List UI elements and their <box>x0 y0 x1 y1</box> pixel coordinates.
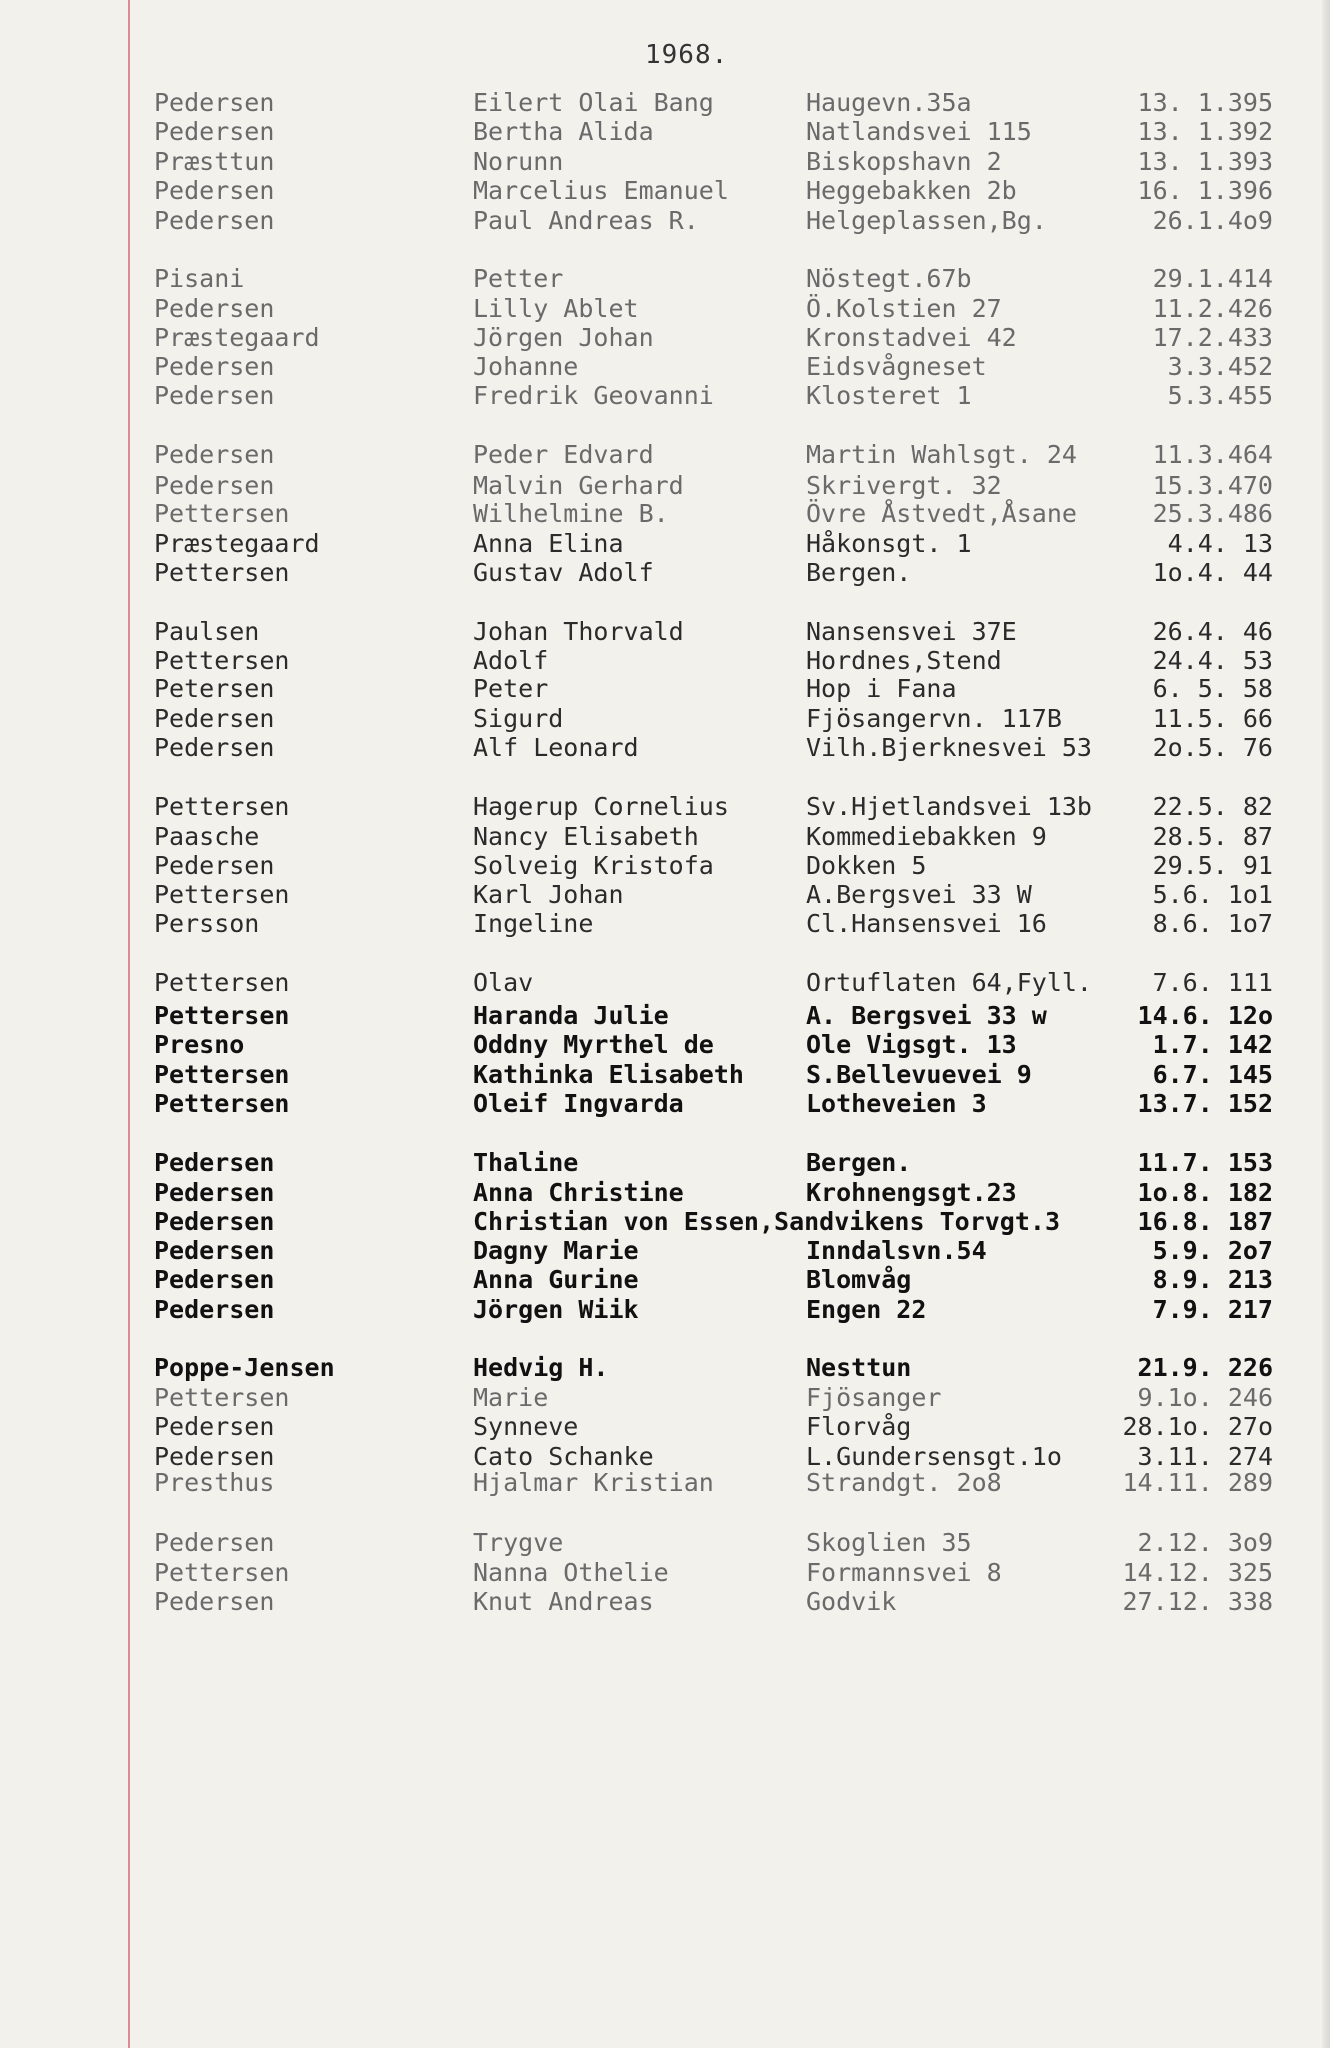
entry-surname: Pedersen <box>154 1412 275 1441</box>
entry-address: Martin Wahlsgt. 24 <box>806 440 1077 469</box>
entry-given-names: Christian von Essen,Sandvikens Torvgt.3 <box>473 1207 1060 1236</box>
entry-surname: Pedersen <box>154 471 275 500</box>
entry-surname: Pettersen <box>154 1001 290 1030</box>
entry-given-names: Jörgen Wiik <box>473 1295 639 1324</box>
entry-date-number: 6.7. 145 <box>1152 1060 1273 1089</box>
entry-address: Heggebakken 2b <box>806 176 1017 205</box>
entry-address: Inndalsvn.54 <box>806 1236 987 1265</box>
entry-address: S.Bellevuevei 9 <box>806 1060 1032 1089</box>
register-row <box>0 1353 1330 1383</box>
entry-surname: Pettersen <box>154 558 290 587</box>
entry-given-names: Thaline <box>473 1148 579 1177</box>
entry-date-number: 29.1.414 <box>1152 264 1273 293</box>
entry-address: Fjösangervn. 117B <box>806 704 1062 733</box>
register-row <box>0 1001 1330 1031</box>
register-row <box>0 1178 1330 1208</box>
entry-surname: Petersen <box>154 674 275 703</box>
entry-date-number: 16.8. 187 <box>1137 1207 1273 1236</box>
register-row <box>0 323 1330 353</box>
entry-date-number: 28.1o. 27o <box>1122 1412 1273 1441</box>
entry-given-names: Knut Andreas <box>473 1587 654 1616</box>
entry-address: Övre Åstvedt,Åsane <box>806 499 1077 528</box>
entry-surname: Pettersen <box>154 880 290 909</box>
entry-surname: Pedersen <box>154 88 275 117</box>
entry-surname: Præstegaard <box>154 529 320 558</box>
entry-surname: Pedersen <box>154 1148 275 1177</box>
entry-address: Dokken 5 <box>806 851 927 880</box>
entry-surname: Pettersen <box>154 968 290 997</box>
register-row <box>0 352 1330 382</box>
entry-given-names: Sigurd <box>473 704 564 733</box>
register-row <box>0 733 1330 763</box>
register-row <box>0 1587 1330 1617</box>
register-row <box>0 88 1330 118</box>
entry-given-names: Oddny Myrthel de <box>473 1030 714 1059</box>
register-row <box>0 499 1330 529</box>
entry-surname: Præsttun <box>154 147 275 176</box>
entry-address: Nesttun <box>806 1353 912 1382</box>
entry-given-names: Solveig Kristofa <box>473 851 714 880</box>
entry-date-number: 13. 1.393 <box>1137 147 1273 176</box>
entry-date-number: 13.7. 152 <box>1137 1089 1273 1118</box>
entry-given-names: Marie <box>473 1383 549 1412</box>
entry-given-names: Karl Johan <box>473 880 624 909</box>
entry-date-number: 2.12. 3o9 <box>1137 1528 1273 1557</box>
register-row <box>0 1089 1330 1119</box>
entry-given-names: Cato Schanke <box>473 1442 654 1471</box>
entry-address: Kronstadvei 42 <box>806 323 1017 352</box>
entry-surname: Pedersen <box>154 1528 275 1557</box>
entry-address: Hordnes,Stend <box>806 646 1002 675</box>
entry-address: Ortuflaten 64,Fyll. <box>806 968 1092 997</box>
entry-address: Ole Vigsgt. 13 <box>806 1030 1017 1059</box>
entry-date-number: 5.6. 1o1 <box>1152 880 1273 909</box>
entry-date-number: 2o.5. 76 <box>1152 733 1273 762</box>
entry-given-names: Trygve <box>473 1528 564 1557</box>
entry-date-number: 8.9. 213 <box>1152 1265 1273 1294</box>
register-row <box>0 968 1330 998</box>
entry-address: Strandgt. 2o8 <box>806 1468 1002 1497</box>
entry-address: Kommediebakken 9 <box>806 822 1047 851</box>
entry-surname: Pedersen <box>154 1265 275 1294</box>
entry-address: Biskopshavn 2 <box>806 147 1002 176</box>
entry-surname: Paulsen <box>154 617 260 646</box>
entry-address: Eidsvågneset <box>806 352 987 381</box>
entry-date-number: 16. 1.396 <box>1137 176 1273 205</box>
entry-given-names: Lilly Ablet <box>473 294 639 323</box>
entry-surname: Pettersen <box>154 1558 290 1587</box>
entry-address: Formannsvei 8 <box>806 1558 1002 1587</box>
entry-given-names: Hagerup Cornelius <box>473 792 729 821</box>
register-row <box>0 1558 1330 1588</box>
entry-date-number: 6. 5. 58 <box>1152 674 1273 703</box>
register-row <box>0 646 1330 676</box>
register-row <box>0 1295 1330 1325</box>
entry-date-number: 24.4. 53 <box>1152 646 1273 675</box>
entry-address: Fjösanger <box>806 1383 942 1412</box>
entry-date-number: 14.12. 325 <box>1122 1558 1273 1587</box>
entry-date-number: 3.3.452 <box>1167 352 1273 381</box>
entry-date-number: 13. 1.392 <box>1137 117 1273 146</box>
register-row <box>0 617 1330 647</box>
entry-address: Helgeplassen,Bg. <box>806 206 1047 235</box>
entry-address: Skrivergt. 32 <box>806 471 1002 500</box>
entry-address: Krohnengsgt.23 <box>806 1178 1017 1207</box>
entry-given-names: Synneve <box>473 1412 579 1441</box>
entry-date-number: 9.1o. 246 <box>1137 1383 1273 1412</box>
register-row <box>0 704 1330 734</box>
entry-surname: Poppe-Jensen <box>154 1353 335 1382</box>
entry-surname: Pedersen <box>154 381 275 410</box>
entry-address: Hop i Fana <box>806 674 957 703</box>
entry-surname: Pedersen <box>154 704 275 733</box>
entry-given-names: Adolf <box>473 646 549 675</box>
entry-given-names: Johanne <box>473 352 579 381</box>
entry-address: Sv.Hjetlandsvei 13b <box>806 792 1092 821</box>
entry-address: Håkonsgt. 1 <box>806 529 972 558</box>
entry-given-names: Gustav Adolf <box>473 558 654 587</box>
register-row <box>0 909 1330 939</box>
entry-address: Blomvåg <box>806 1265 912 1294</box>
entry-date-number: 21.9. 226 <box>1137 1353 1273 1382</box>
entry-surname: Pedersen <box>154 1236 275 1265</box>
register-row <box>0 880 1330 910</box>
entry-date-number: 1o.8. 182 <box>1137 1178 1273 1207</box>
entry-date-number: 1o.4. 44 <box>1152 558 1273 587</box>
entry-surname: Persson <box>154 909 260 938</box>
register-row <box>0 851 1330 881</box>
register-row <box>0 529 1330 559</box>
register-row <box>0 471 1330 501</box>
entry-surname: Pedersen <box>154 294 275 323</box>
entry-address: Godvik <box>806 1587 897 1616</box>
entry-given-names: Bertha Alida <box>473 117 654 146</box>
entry-surname: Pedersen <box>154 851 275 880</box>
entry-date-number: 27.12. 338 <box>1122 1587 1273 1616</box>
entry-address: Florvåg <box>806 1412 912 1441</box>
register-row <box>0 117 1330 147</box>
entry-surname: Pettersen <box>154 1383 290 1412</box>
entry-surname: Pettersen <box>154 499 290 528</box>
entry-address: Ö.Kolstien 27 <box>806 294 1002 323</box>
entry-given-names: Norunn <box>473 147 564 176</box>
entry-date-number: 1.7. 142 <box>1152 1030 1273 1059</box>
register-row <box>0 294 1330 324</box>
entry-surname: Pisani <box>154 264 245 293</box>
entry-given-names: Alf Leonard <box>473 733 639 762</box>
entry-date-number: 11.3.464 <box>1152 440 1273 469</box>
entry-surname: Pedersen <box>154 1207 275 1236</box>
entry-given-names: Anna Elina <box>473 529 624 558</box>
entry-surname: Pedersen <box>154 440 275 469</box>
entry-given-names: Eilert Olai Bang <box>473 88 714 117</box>
entry-surname: Pettersen <box>154 1089 290 1118</box>
entry-date-number: 15.3.470 <box>1152 471 1273 500</box>
entry-date-number: 26.4. 46 <box>1152 617 1273 646</box>
entry-date-number: 8.6. 1o7 <box>1152 909 1273 938</box>
entry-given-names: Hedvig H. <box>473 1353 609 1382</box>
entry-given-names: Haranda Julie <box>473 1001 669 1030</box>
register-row <box>0 440 1330 470</box>
entry-date-number: 11.5. 66 <box>1152 704 1273 733</box>
entry-surname: Pettersen <box>154 646 290 675</box>
entry-date-number: 11.7. 153 <box>1137 1148 1273 1177</box>
entry-address: A.Bergsvei 33 W <box>806 880 1032 909</box>
entry-given-names: Anna Christine <box>473 1178 684 1207</box>
entry-surname: Pettersen <box>154 792 290 821</box>
entry-given-names: Jörgen Johan <box>473 323 654 352</box>
register-row <box>0 206 1330 236</box>
entry-address: Lotheveien 3 <box>806 1089 987 1118</box>
entry-date-number: 7.9. 217 <box>1152 1295 1273 1324</box>
entry-date-number: 5.3.455 <box>1167 381 1273 410</box>
entry-address: Cl.Hansensvei 16 <box>806 909 1047 938</box>
entry-address: Nansensvei 37E <box>806 617 1017 646</box>
entry-date-number: 17.2.433 <box>1152 323 1273 352</box>
entry-given-names: Peter <box>473 674 549 703</box>
entry-given-names: Malvin Gerhard <box>473 471 684 500</box>
entry-given-names: Anna Gurine <box>473 1265 639 1294</box>
entry-given-names: Marcelius Emanuel <box>473 176 729 205</box>
entry-given-names: Olav <box>473 968 534 997</box>
register-row <box>0 558 1330 588</box>
entry-date-number: 11.2.426 <box>1152 294 1273 323</box>
register-row <box>0 822 1330 852</box>
register-row <box>0 147 1330 177</box>
entry-surname: Pettersen <box>154 1060 290 1089</box>
register-row <box>0 381 1330 411</box>
entry-surname: Pedersen <box>154 206 275 235</box>
entry-date-number: 14.11. 289 <box>1122 1468 1273 1497</box>
entry-date-number: 4.4. 13 <box>1167 529 1273 558</box>
entry-surname: Paasche <box>154 822 260 851</box>
entry-given-names: Nanna Othelie <box>473 1558 669 1587</box>
entry-given-names: Nancy Elisabeth <box>473 822 699 851</box>
entry-address: L.Gundersensgt.1o <box>806 1442 1062 1471</box>
entry-address: Engen 22 <box>806 1295 927 1324</box>
entry-address: Vilh.Bjerknesvei 53 <box>806 733 1092 762</box>
entry-address: Bergen. <box>806 1148 912 1177</box>
register-row <box>0 1265 1330 1295</box>
entry-address: Skoglien 35 <box>806 1528 972 1557</box>
entry-given-names: Ingeline <box>473 909 594 938</box>
entry-address: Klosteret 1 <box>806 381 972 410</box>
register-row <box>0 1528 1330 1558</box>
entry-date-number: 3.11. 274 <box>1137 1442 1273 1471</box>
entry-address: Natlandsvei 115 <box>806 117 1032 146</box>
entry-given-names: Petter <box>473 264 564 293</box>
entry-date-number: 7.6. 111 <box>1152 968 1273 997</box>
entry-date-number: 14.6. 12o <box>1137 1001 1273 1030</box>
entry-surname: Præstegaard <box>154 323 320 352</box>
entry-given-names: Hjalmar Kristian <box>473 1468 714 1497</box>
entry-address: Nöstegt.67b <box>806 264 972 293</box>
entry-date-number: 26.1.4o9 <box>1152 206 1273 235</box>
entry-surname: Pedersen <box>154 352 275 381</box>
page-year-header: 1968. <box>645 40 729 70</box>
entry-surname: Pedersen <box>154 1442 275 1471</box>
register-row <box>0 1148 1330 1178</box>
register-row <box>0 1383 1330 1413</box>
register-row <box>0 176 1330 206</box>
entry-given-names: Dagny Marie <box>473 1236 639 1265</box>
entry-given-names: Wilhelmine B. <box>473 499 669 528</box>
entry-surname: Pedersen <box>154 733 275 762</box>
entry-surname: Pedersen <box>154 1178 275 1207</box>
register-row <box>0 264 1330 294</box>
register-row <box>0 792 1330 822</box>
entry-surname: Pedersen <box>154 117 275 146</box>
entry-given-names: Johan Thorvald <box>473 617 684 646</box>
entry-date-number: 29.5. 91 <box>1152 851 1273 880</box>
entry-surname: Pedersen <box>154 1295 275 1324</box>
entry-given-names: Oleif Ingvarda <box>473 1089 684 1118</box>
entry-surname: Pedersen <box>154 176 275 205</box>
register-row <box>0 1060 1330 1090</box>
entry-address: A. Bergsvei 33 w <box>806 1001 1047 1030</box>
register-row <box>0 1412 1330 1442</box>
entry-address: Bergen. <box>806 558 912 587</box>
entry-address: Haugevn.35a <box>806 88 972 117</box>
register-row <box>0 1030 1330 1060</box>
entry-date-number: 13. 1.395 <box>1137 88 1273 117</box>
entry-surname: Presthus <box>154 1468 275 1497</box>
register-row <box>0 674 1330 704</box>
register-row <box>0 1468 1330 1498</box>
entry-surname: Pedersen <box>154 1587 275 1616</box>
entry-given-names: Peder Edvard <box>473 440 654 469</box>
entry-given-names: Fredrik Geovanni <box>473 381 714 410</box>
entry-given-names: Paul Andreas R. <box>473 206 699 235</box>
register-row <box>0 1236 1330 1266</box>
register-row <box>0 1207 1330 1237</box>
entry-date-number: 28.5. 87 <box>1152 822 1273 851</box>
entry-date-number: 5.9. 2o7 <box>1152 1236 1273 1265</box>
entry-date-number: 22.5. 82 <box>1152 792 1273 821</box>
entry-given-names: Kathinka Elisabeth <box>473 1060 744 1089</box>
entry-surname: Presno <box>154 1030 245 1059</box>
entry-date-number: 25.3.486 <box>1152 499 1273 528</box>
